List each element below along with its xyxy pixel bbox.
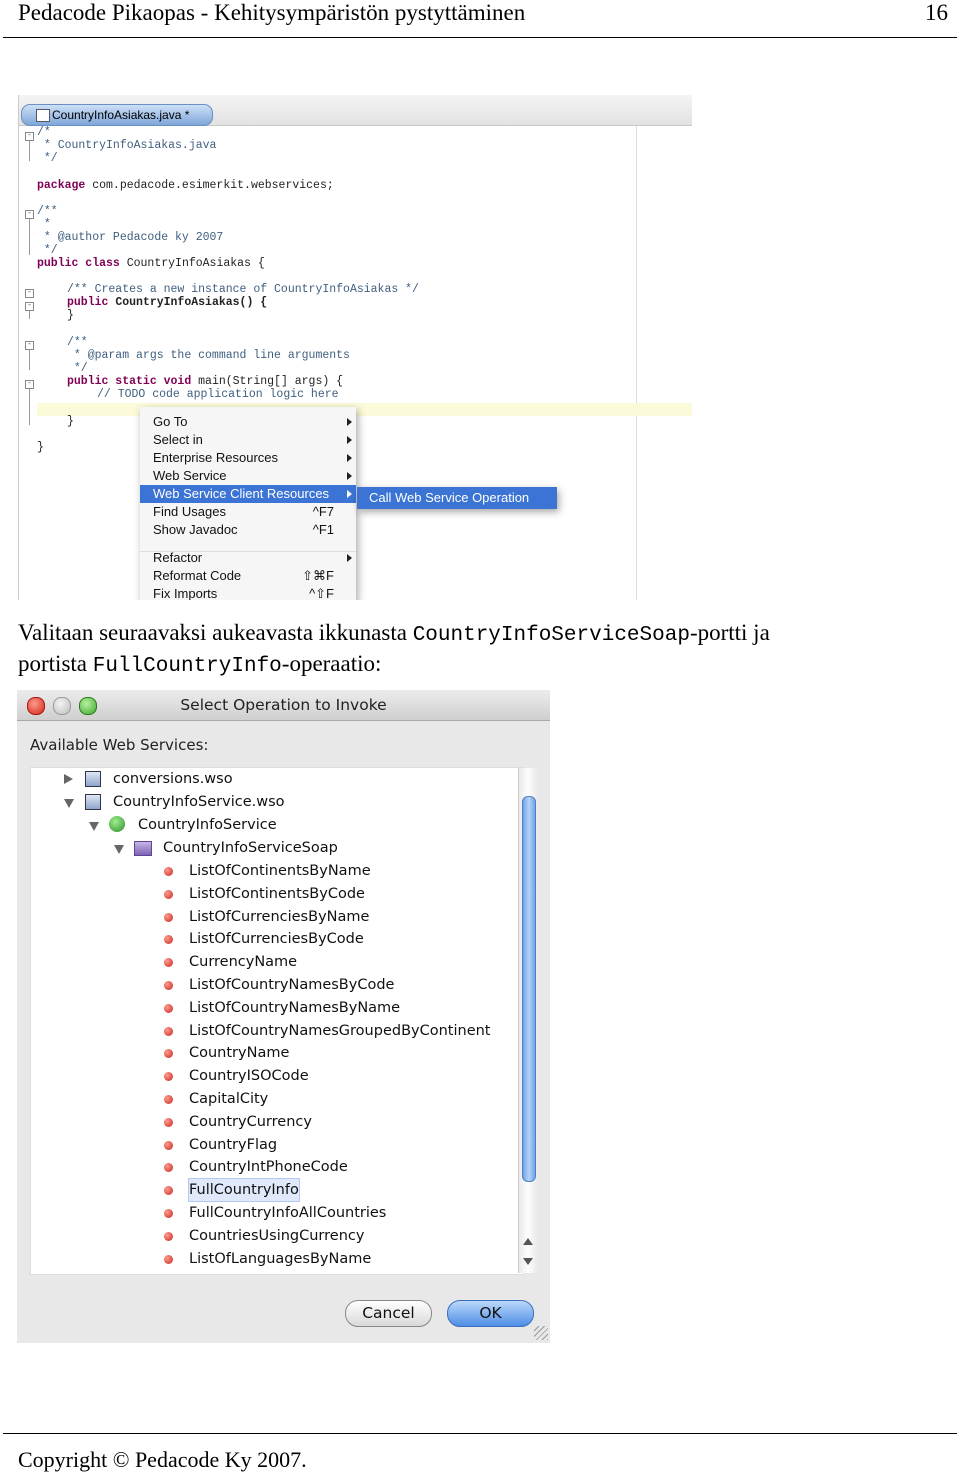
operation-bullet-icon	[164, 1232, 173, 1241]
tree-node-operation[interactable]	[31, 928, 521, 950]
operation-bullet-icon	[164, 1209, 173, 1218]
operation-bullet-icon	[164, 958, 173, 967]
fold-guide	[29, 141, 30, 161]
code-line: // TODO code application logic here	[97, 388, 339, 401]
code-line: public CountryInfoAsiakas() {	[67, 296, 268, 309]
operation-bullet-icon	[164, 1095, 173, 1104]
menu-item-find-usages[interactable]: Find Usages ^F7	[153, 504, 334, 519]
submenu-arrow-icon	[347, 490, 352, 498]
code-line: }	[67, 415, 74, 428]
submenu-arrow-icon	[347, 454, 352, 462]
code-line: /*	[37, 126, 51, 139]
copyright-footer: Copyright © Pedacode Ky 2007.	[18, 1447, 307, 1472]
available-services-label: Available Web Services:	[30, 736, 209, 754]
operation-bullet-icon	[164, 1141, 173, 1150]
operation-label: CountryCurrency	[189, 1113, 312, 1130]
operation-label: CapitalCity	[189, 1091, 269, 1107]
code-line: /** Creates a new instance of CountryInfoAsiakas */	[67, 283, 419, 296]
operation-bullet-icon	[164, 1072, 173, 1081]
code-term: FullCountryInfo	[92, 655, 282, 678]
submenu-arrow-icon	[347, 436, 352, 444]
menu-item-web-service[interactable]: Web Service	[140, 467, 356, 485]
menu-item-enterprise-resources[interactable]: Enterprise Resources	[140, 449, 356, 467]
tree-node-operation[interactable]	[31, 883, 521, 905]
operation-label: CountriesUsingCurrency	[189, 1227, 365, 1244]
wso-file-icon	[85, 771, 101, 787]
operation-bullet-icon	[164, 1027, 173, 1036]
fold-guide	[29, 389, 30, 425]
tree-node-operation[interactable]	[31, 1111, 521, 1133]
operation-bullet-icon	[164, 867, 173, 876]
tree-node-operation[interactable]	[31, 951, 521, 973]
operation-label: CountryName	[189, 1045, 290, 1062]
tree-node-operation[interactable]	[31, 1202, 521, 1224]
menu-item-refactor[interactable]: Refactor	[140, 549, 356, 567]
operation-label: ListOfCurrenciesByName	[189, 908, 370, 925]
tree-node-operation[interactable]	[31, 1088, 521, 1110]
tree-node-operation[interactable]	[31, 997, 521, 1019]
page-number: 16	[925, 0, 948, 25]
menu-item-reformat-code[interactable]: Reformat Code ⇧⌘F	[153, 568, 334, 583]
tree-node-operation[interactable]	[31, 1020, 521, 1042]
scroll-down-arrow-icon[interactable]	[523, 1258, 533, 1265]
code-line: }	[67, 309, 74, 322]
context-menu	[140, 407, 356, 600]
dialog-titlebar	[17, 690, 550, 721]
code-term: CountryInfoServiceSoap	[412, 624, 690, 647]
operation-bullet-icon	[164, 1255, 173, 1264]
wso-file-icon	[85, 794, 101, 810]
dialog-title: Select Operation to Invoke	[180, 696, 387, 714]
header-rule	[3, 37, 957, 38]
code-line: * @param args the command line arguments	[67, 349, 350, 362]
tree-node-operation[interactable]	[31, 1065, 521, 1087]
select-operation-dialog	[17, 690, 550, 1343]
tree-node-operation[interactable]	[31, 1225, 521, 1247]
resize-grip-icon[interactable]	[534, 1326, 548, 1340]
menu-item-go-to[interactable]: Go To	[140, 413, 356, 431]
menu-item-select-in[interactable]: Select in	[140, 431, 356, 449]
operation-bullet-icon	[164, 935, 173, 944]
current-line-highlight	[37, 403, 692, 416]
tree-node-operation[interactable]	[31, 1042, 521, 1064]
tree-node-operation[interactable]	[31, 1248, 521, 1270]
cancel-button[interactable]: Cancel	[345, 1300, 432, 1327]
editor-tab-label: CountryInfoAsiakas.java *	[52, 108, 190, 122]
code-line: *	[37, 218, 51, 231]
footer-rule	[3, 1433, 957, 1434]
ide-screenshot	[18, 95, 692, 600]
operation-label: CountryIntPhoneCode	[189, 1159, 348, 1176]
submenu-arrow-icon	[347, 554, 352, 562]
tree-node-operation[interactable]	[31, 1179, 521, 1201]
fold-icon[interactable]: -	[25, 380, 34, 389]
body-paragraph-line-1: Valitaan seuraavaksi aukeavasta ikkunasta CountryInfoServiceSoap-portti ja	[18, 620, 770, 647]
fold-guide	[29, 311, 30, 319]
code-line: */	[37, 152, 58, 165]
operation-bullet-icon	[164, 1186, 173, 1195]
scroll-up-arrow-icon[interactable]	[523, 1238, 533, 1245]
fold-icon[interactable]: -	[25, 302, 34, 311]
code-line: public class CountryInfoAsiakas {	[37, 257, 265, 270]
fold-icon[interactable]: -	[25, 210, 34, 219]
tree-node-operation[interactable]	[31, 1156, 521, 1178]
operation-bullet-icon	[164, 1049, 173, 1058]
tree-node-conversions-wso[interactable]: conversions.wso	[31, 768, 521, 790]
code-line: /**	[37, 205, 58, 218]
fold-icon[interactable]: -	[25, 289, 34, 298]
editor-tab-bar	[19, 95, 692, 126]
operation-label: CountryISOCode	[189, 1068, 309, 1085]
collapse-arrow-icon[interactable]	[114, 845, 124, 854]
service-globe-icon	[109, 816, 125, 832]
fold-guide	[29, 350, 30, 370]
code-line: */	[37, 244, 58, 257]
operation-label: ListOfLanguagesByName	[189, 1250, 372, 1267]
operation-label: CountryFlag	[189, 1136, 278, 1153]
operation-bullet-icon	[164, 913, 173, 922]
ok-button[interactable]: OK	[447, 1300, 534, 1327]
fold-guide	[29, 219, 30, 255]
tree-node-operation[interactable]	[31, 906, 521, 928]
document-title: Pedacode Pikaopas - Kehitysympäristön pystyttäminen	[18, 0, 526, 25]
operation-label: ListOfCountryNamesGroupedByContinent	[189, 1022, 491, 1039]
tree-scrollbar[interactable]	[518, 768, 537, 1273]
menu-item-call-web-service-operation[interactable]: Call Web Service Operation	[357, 487, 557, 509]
tree-node-countryinfo-service[interactable]: CountryInfoService	[31, 814, 521, 836]
menu-item-fix-imports[interactable]: Fix Imports ^⇧F	[153, 586, 334, 600]
operation-bullet-icon	[164, 981, 173, 990]
submenu-arrow-icon	[347, 472, 352, 480]
operation-label: CurrencyName	[189, 954, 298, 971]
fold-icon[interactable]: -	[25, 341, 34, 350]
fold-icon[interactable]: -	[25, 132, 34, 141]
editor-tab[interactable]	[21, 104, 213, 126]
operation-bullet-icon	[164, 1163, 173, 1172]
code-line: package com.pedacode.esimerkit.webservices;	[37, 179, 334, 192]
operation-label: ListOfCurrenciesByCode	[189, 931, 364, 948]
scrollbar-thumb[interactable]	[522, 796, 536, 1182]
submenu-arrow-icon	[347, 418, 352, 426]
tree-node-operation[interactable]	[31, 1134, 521, 1156]
code-line: /**	[67, 336, 88, 349]
page-header	[18, 0, 948, 36]
code-line: */	[67, 362, 88, 375]
code-line: public static void main(String[] args) {	[67, 375, 344, 388]
operation-label: ListOfContinentsByCode	[189, 885, 365, 902]
operation-bullet-icon	[164, 1004, 173, 1013]
code-line: * CountryInfoAsiakas.java	[37, 139, 217, 152]
tree-node-operation[interactable]	[31, 860, 521, 882]
tree-node-port[interactable]: CountryInfoServiceSoap	[31, 837, 521, 859]
menu-item-web-service-client-resources[interactable]: Web Service Client Resources	[140, 485, 356, 503]
operation-bullet-icon	[164, 890, 173, 899]
code-line: * @author Pedacode ky 2007	[37, 231, 224, 244]
port-folder-icon	[134, 841, 152, 856]
menu-item-show-javadoc[interactable]: Show Javadoc ^F1	[153, 522, 334, 537]
collapse-arrow-icon[interactable]	[89, 822, 99, 831]
operation-label: FullCountryInfoAllCountries	[189, 1205, 387, 1221]
operation-bullet-icon	[164, 1118, 173, 1127]
expand-arrow-icon[interactable]	[64, 774, 73, 784]
operation-label: FullCountryInfo	[189, 1179, 299, 1201]
body-paragraph-line-2: portista FullCountryInfo-operaatio:	[18, 651, 382, 678]
operation-label: ListOfContinentsByName	[189, 863, 371, 879]
operation-label: ListOfCountryNamesByName	[189, 999, 401, 1016]
operation-label: ListOfCountryNamesByCode	[189, 977, 395, 993]
tree-node-operation[interactable]	[31, 974, 521, 996]
code-line: }	[37, 441, 44, 454]
java-file-icon	[36, 109, 50, 122]
web-services-tree[interactable]	[30, 767, 525, 1275]
collapse-arrow-icon[interactable]	[64, 799, 74, 808]
tree-node-countryinfo-wso[interactable]: CountryInfoService.wso	[31, 791, 521, 813]
